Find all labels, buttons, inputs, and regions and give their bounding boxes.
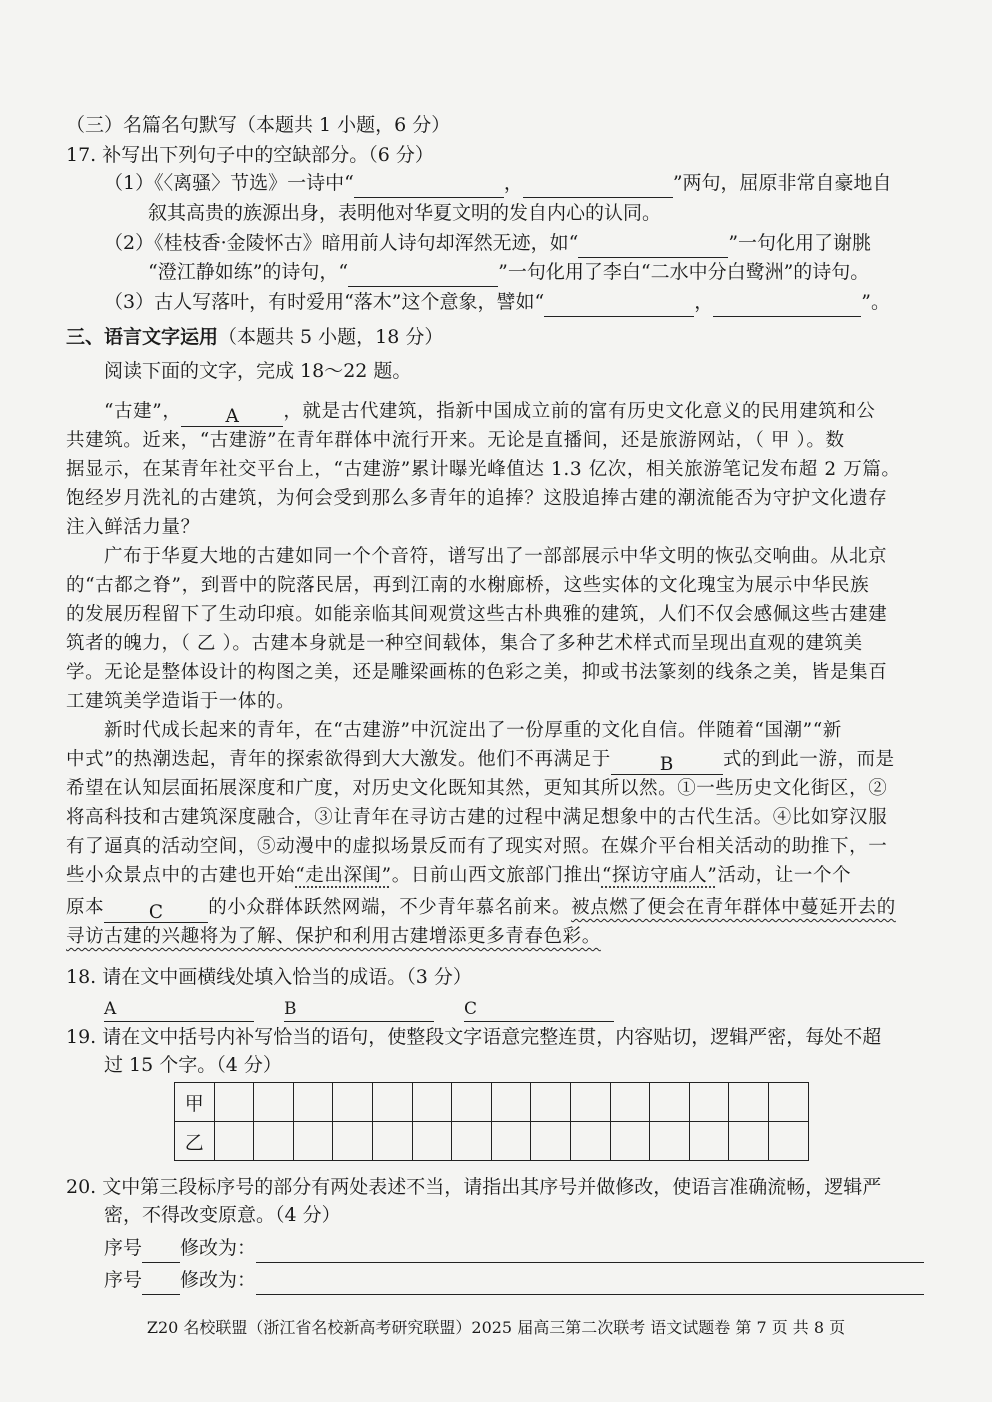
- passage-line: 新时代成长起来的青年，在“古建游”中沉淀出了一份厚重的文化自信。伴随着“国潮”“新: [104, 720, 842, 741]
- passage-text: 。日前山西文旅部门推出: [391, 865, 602, 886]
- grid-cell[interactable]: [768, 1122, 808, 1161]
- grid-row-label: 甲: [175, 1083, 215, 1122]
- passage-line: 广布于华夏大地的古建如同一个个音符，谱写出了一部部展示中华文明的恢弘交响曲。从北京: [104, 546, 888, 567]
- blank-c[interactable]: C: [104, 898, 208, 923]
- passage-line: 共建筑。近来，“古建游”在青年群体中流行开来。无论是直播间，还是旅游网站，（ 甲 ）。数: [66, 430, 845, 451]
- q18-blank-c[interactable]: C: [464, 997, 614, 1022]
- seq-label: 序号: [104, 1237, 143, 1259]
- passage-line: 筑者的魄力，（ 乙 ）。古建本身就是一种空间载体，集合了多种艺术样式而呈现出直观的建筑美: [66, 633, 863, 654]
- fix-label: 修改为：: [180, 1269, 257, 1291]
- q17-item1-text: （1）《〈离骚〉节选》一诗中“: [104, 172, 354, 194]
- q17-item2-text: （2）《桂枝香·金陵怀古》暗用前人诗句却浑然无迹，如“: [104, 232, 579, 254]
- passage-text: 活动，让一个个: [717, 865, 852, 886]
- passage-line: [66, 861, 851, 891]
- grid-cell[interactable]: [570, 1122, 610, 1161]
- passage-line: 饱经岁月洗礼的古建筑，为何会受到那么多青年的追捧？这股追捧古建的潮流能否为守护文化遗存: [66, 488, 888, 509]
- answer-blank[interactable]: [523, 173, 673, 198]
- grid-cell[interactable]: [531, 1122, 571, 1161]
- passage-line: 工建筑美学造诣于一体的。: [66, 691, 296, 712]
- grid-cell[interactable]: [650, 1083, 690, 1122]
- section-heading: （三）名篇名句默写（本题共 1 小题，6 分）: [66, 114, 451, 136]
- passage-line: 有了逼真的活动空间，⑤动漫中的虚拟场景反而有了现实对照。在媒介平台相关活动的助推下，一: [66, 836, 888, 857]
- wavy-underlined-sentence: 被点燃了便会在青年群体中蔓延开去的: [571, 897, 896, 918]
- comma: ，: [694, 291, 714, 313]
- answer-blank[interactable]: [544, 292, 694, 317]
- q17-item2-text: ”一句化用了李白“二水中分白鹭洲”的诗句。: [498, 261, 870, 283]
- grid-cell[interactable]: [412, 1122, 452, 1161]
- grid-cell[interactable]: [372, 1122, 412, 1161]
- comma: ，: [503, 172, 523, 194]
- part-heading: [66, 322, 443, 352]
- grid-cell[interactable]: [729, 1083, 769, 1122]
- seq-label: 序号: [104, 1269, 143, 1291]
- answer-grid: [174, 1082, 809, 1161]
- q18-stem: 18. 请在文中画横线处填入恰当的成语。（3 分）: [66, 966, 472, 988]
- q20-stem-cont: 密，不得改变原意。（4 分）: [104, 1204, 341, 1226]
- fix-label: 修改为：: [180, 1237, 257, 1259]
- grid-row-yi: [175, 1122, 809, 1161]
- grid-cell[interactable]: [689, 1122, 729, 1161]
- answer-blank[interactable]: [578, 233, 728, 258]
- dotted-phrase: “走出深闺”: [295, 865, 392, 886]
- grid-row-jia: [175, 1083, 809, 1122]
- q17-item3: [104, 287, 890, 317]
- answer-blank[interactable]: [348, 262, 498, 287]
- grid-cell[interactable]: [452, 1083, 492, 1122]
- passage-text: 些小众景点中的古建也开始: [66, 865, 296, 886]
- passage-line: 据显示，在某青年社交平台上，“古建游”累计曝光峰值达 1.3 亿次，相关旅游笔记发布超 2 万篇。: [66, 459, 901, 480]
- grid-cell[interactable]: [333, 1083, 373, 1122]
- grid-cell[interactable]: [254, 1083, 294, 1122]
- grid-cell[interactable]: [610, 1083, 650, 1122]
- q17-item1-text: ”两句，屈原非常自豪地自: [672, 172, 892, 194]
- passage-line: 的“古都之脊”，到晋中的院落民居，再到江南的水榭廊桥，这些实体的文化瑰宝为展示中华民族: [66, 575, 870, 596]
- q17-item1-cont: 叙其高贵的族源出身，表明他对华夏文明的发自内心的认同。: [148, 202, 662, 224]
- passage-line: [66, 745, 895, 775]
- grid-row-label: 乙: [175, 1122, 215, 1161]
- grid-cell[interactable]: [214, 1122, 254, 1161]
- q17-item2-cont: [148, 257, 869, 287]
- blank-a[interactable]: A: [181, 402, 283, 427]
- passage-line: [66, 893, 896, 923]
- q20-answer-row: [104, 1233, 924, 1263]
- fix-blank[interactable]: [256, 1272, 924, 1295]
- passage-line: 希望在认知层面拓展深度和广度，对历史文化既知其然，更知其所以然。①一些历史文化街区，②: [66, 778, 888, 799]
- q19-stem-cont: 过 15 个字。（4 分）: [104, 1054, 282, 1076]
- answer-blank[interactable]: [354, 173, 504, 198]
- grid-cell[interactable]: [610, 1122, 650, 1161]
- blank-b[interactable]: B: [611, 750, 723, 775]
- passage-line: 学。无论是整体设计的构图之美，还是雕梁画栋的色彩之美，抑或书法篆刻的线条之美，皆是集百: [66, 662, 888, 683]
- q17-item3-text: （3）古人写落叶，有时爱用“落木”这个意象，譬如“: [104, 291, 545, 313]
- part-heading-bold: 三、语言文字运用: [66, 326, 219, 348]
- passage-text: 中式”的热潮迭起，青年的探索欲得到大大激发。他们不再满足于: [66, 749, 611, 770]
- grid-cell[interactable]: [531, 1083, 571, 1122]
- grid-cell[interactable]: [293, 1083, 333, 1122]
- page-footer: Z20 名校联盟（浙江省名校新高考研究联盟）2025 届高三第二次联考 语文试题卷 第 7 页 共 8 页: [146, 1318, 846, 1337]
- grid-cell[interactable]: [333, 1122, 373, 1161]
- passage-text: “古建”，: [104, 401, 182, 422]
- passage-text: 的小众群体跃然网端，不少青年慕名前来。: [208, 897, 572, 918]
- q17-item2-text: ”一句化用了谢朓: [728, 232, 872, 254]
- grid-cell[interactable]: [214, 1083, 254, 1122]
- passage-line: 将高科技和古建筑深度融合，③让青年在寻访古建的过程中满足想象中的古代生活。④比如穿汉服: [66, 807, 888, 828]
- passage-line: [66, 922, 601, 952]
- grid-cell[interactable]: [768, 1083, 808, 1122]
- grid-cell[interactable]: [293, 1122, 333, 1161]
- passage-line: 的发展历程留下了生动印痕。如能亲临其间观赏这些古朴典雅的建筑，人们不仅会感佩这些古建建: [66, 604, 888, 625]
- grid-cell[interactable]: [689, 1083, 729, 1122]
- grid-cell[interactable]: [650, 1122, 690, 1161]
- seq-blank[interactable]: [142, 1272, 180, 1295]
- passage-line: [104, 397, 876, 427]
- passage-line: 注入鲜活力量？: [66, 517, 200, 538]
- answer-blank[interactable]: [713, 292, 861, 317]
- grid-cell[interactable]: [254, 1122, 294, 1161]
- grid-cell[interactable]: [729, 1122, 769, 1161]
- grid-cell[interactable]: [570, 1083, 610, 1122]
- q17-item2-text: “澄江静如练”的诗句，“: [148, 261, 349, 283]
- q18-blank-a[interactable]: A: [104, 997, 254, 1022]
- grid-cell[interactable]: [412, 1083, 452, 1122]
- grid-cell[interactable]: [491, 1083, 531, 1122]
- q20-stem: 20. 文中第三段标序号的部分有两处表述不当，请指出其序号并做修改，使语言准确流畅，逻辑严: [66, 1176, 882, 1198]
- grid-cell[interactable]: [452, 1122, 492, 1161]
- q18-blank-b[interactable]: B: [284, 997, 434, 1022]
- seq-blank[interactable]: [142, 1240, 180, 1263]
- fix-blank[interactable]: [256, 1240, 924, 1263]
- q19-stem: 19. 请在文中括号内补写恰当的语句，使整段文字语意完整连贯，内容贴切，逻辑严密，每处不超: [66, 1026, 882, 1048]
- dotted-phrase: “探访守庙人”: [601, 865, 718, 886]
- q17-item2: [104, 228, 871, 258]
- passage-text: ，就是古代建筑，指新中国成立前的富有历史文化意义的民用建筑和公: [283, 401, 876, 422]
- q17-stem: 17. 补写出下列句子中的空缺部分。（6 分）: [66, 144, 434, 166]
- q17-item1: [104, 168, 892, 198]
- reading-intro: 阅读下面的文字，完成 18～22 题。: [104, 360, 412, 382]
- part-heading-rest: （本题共 5 小题，18 分）: [218, 326, 444, 348]
- passage-text: 原本: [66, 897, 105, 918]
- q20-answer-row: [104, 1265, 924, 1295]
- grid-cell[interactable]: [491, 1122, 531, 1161]
- grid-cell[interactable]: [372, 1083, 412, 1122]
- wavy-underlined-sentence: 寻访古建的兴趣将为了解、保护和利用古建增添更多青春色彩。: [66, 926, 601, 947]
- q18-answers: [104, 992, 614, 1022]
- passage-text: 式的到此一游，而是: [722, 749, 895, 770]
- q17-item3-text: ”。: [861, 291, 890, 313]
